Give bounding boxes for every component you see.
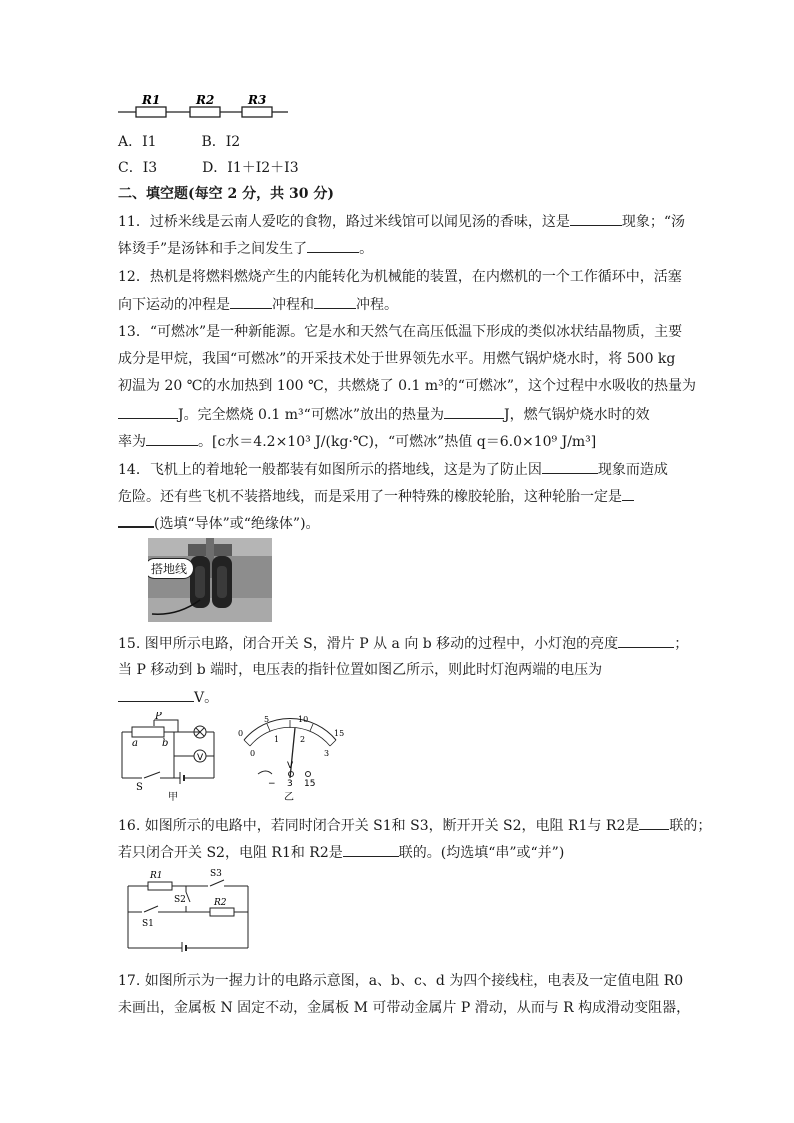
figure-yi-caption: 乙 <box>284 792 294 803</box>
terminal-a-label: a <box>132 738 138 749</box>
q11-line2: 钵烫手”是汤钵和手之间发生了 。 <box>118 238 373 259</box>
resistor-series-figure <box>118 92 288 122</box>
meter-outer-tick-5: 5 <box>264 715 270 724</box>
q13-line5: 率为 。[c水＝4.2×10³ J/(kg·℃)，“可燃冰”热值 q＝6.0×10⁹ J/m³] <box>118 431 596 452</box>
q14-line1: 14．飞机上的着地轮一般都装有如图所示的搭地线，这是为了防止因 现象而造成 <box>118 459 668 480</box>
q13-blank-1[interactable] <box>118 404 178 419</box>
landing-gear-photo <box>148 538 272 622</box>
q13-blank-2[interactable] <box>444 404 504 419</box>
q14-blank-2a[interactable] <box>622 486 634 501</box>
q15-line2: 当 P 移动到 b 端时，电压表的指针位置如图乙所示，则此时灯泡两端的电压为 <box>118 662 603 678</box>
q16-blank-2[interactable] <box>343 842 399 857</box>
q17-line2: 未画出，金属板 N 固定不动，金属板 M 可带动金属片 P 滑动，从而与 R 构成滑动变阻器， <box>118 1000 691 1016</box>
photo-callout-label: 搭地线 <box>148 558 194 579</box>
switch-s-label: S <box>136 782 143 793</box>
q13-line4: J。完全燃烧 0.1 m³“可燃冰”放出的热量为 J，燃气锅炉烧水时的效 <box>118 404 650 425</box>
option-d: D．I1＋I2＋I3 <box>202 160 299 176</box>
meter-terminal-3: 3 <box>287 779 293 789</box>
meter-inner-tick-3: 3 <box>324 749 330 758</box>
q12-line1: 12．热机是将燃料燃烧产生的内能转化为机械能的装置，在内燃机的一个工作循环中，活塞 <box>118 269 682 285</box>
q13-line3: 初温为 20 ℃的水加热到 100 ℃，共燃烧了 0.1 m³的“可燃冰”，这个过程中水吸收的热量为 <box>118 378 697 394</box>
s3-label: S3 <box>210 869 222 879</box>
q12-blank-1[interactable] <box>230 294 272 309</box>
q10-options-row1 <box>118 132 240 152</box>
meter-inner-tick-1: 1 <box>274 735 280 744</box>
q12-line2: 向下运动的冲程是 冲程和 冲程。 <box>118 294 398 315</box>
option-a: A．I1 <box>118 134 157 150</box>
section-title: 二、填空题(每空 2 分，共 30 分) <box>118 186 334 202</box>
q11-line1: 11．过桥米线是云南人爱吃的食物，路过米线馆可以闻见汤的香味，这是 现象；“汤 <box>118 211 685 232</box>
resistor-label-r2: R2 <box>196 93 215 107</box>
q13-line1: 13．“可燃冰”是一种新能源。它是水和天然气在高压低温下形成的类似冰状结晶物质，主要 <box>118 324 683 340</box>
option-b: B．I2 <box>201 134 241 150</box>
voltmeter-v-label: V <box>197 753 204 763</box>
s1-label: S1 <box>142 919 154 929</box>
meter-outer-tick-10: 10 <box>298 715 309 724</box>
meter-inner-tick-2: 2 <box>300 735 306 744</box>
figure-jia-caption: 甲 <box>168 792 178 803</box>
q15-blank-2[interactable] <box>118 687 194 702</box>
meter-inner-tick-0: 0 <box>250 749 256 758</box>
meter-terminal-minus: − <box>268 779 276 789</box>
q15-line1: 15. 图甲所示电路，闭合开关 S，滑片 P 从 a 向 b 移动的过程中，小灯泡的亮度 ； <box>118 633 688 654</box>
q10-options-row2 <box>118 158 299 178</box>
q17-line1: 17. 如图所示为一握力计的电路示意图，a、b、c、d 为四个接线柱，电表及一定值电阻 R0 <box>118 973 684 989</box>
option-c: C．I3 <box>118 160 158 176</box>
q11-blank-1[interactable] <box>570 211 622 226</box>
meter-unit: V <box>287 761 294 771</box>
circuit-jia <box>118 712 218 804</box>
meter-outer-tick-15: 15 <box>334 729 345 738</box>
terminal-b-label: b <box>162 738 169 749</box>
q16-blank-1[interactable] <box>639 815 669 830</box>
q15-blank-1[interactable] <box>618 633 674 648</box>
q14-line3: (选填“导体”或“绝缘体”)。 <box>118 512 320 534</box>
voltmeter-yi <box>232 712 350 804</box>
q14-line2: 危险。还有些飞机不装搭地线，而是采用了一种特殊的橡胶轮胎，这种轮胎一定是 <box>118 486 634 507</box>
q14-blank-1[interactable] <box>542 459 598 474</box>
r2-label: R2 <box>214 898 227 908</box>
slider-p-label: P <box>155 712 162 722</box>
circuit-q16 <box>124 866 254 952</box>
q16-line2: 若只闭合开关 S2，电阻 R1和 R2是 联的。(均选填“串”或“并”) <box>118 842 564 863</box>
q12-blank-2[interactable] <box>314 294 356 309</box>
q13-blank-3[interactable] <box>146 431 198 446</box>
resistor-label-r3: R3 <box>248 93 267 107</box>
r1-label: R1 <box>150 871 163 881</box>
q14-blank-2b[interactable] <box>118 512 154 528</box>
q15-line3: V。 <box>118 687 218 708</box>
meter-outer-tick-0: 0 <box>238 729 244 738</box>
meter-terminal-15: 15 <box>304 779 316 789</box>
resistor-label-r1: R1 <box>142 93 161 107</box>
s2-label: S2 <box>174 895 186 905</box>
q13-line2: 成分是甲烷，我国“可燃冰”的开采技术处于世界领先水平。用燃气锅炉烧水时，将 500 kg <box>118 351 676 367</box>
q11-blank-2[interactable] <box>307 238 359 253</box>
q16-line1: 16. 如图所示的电路中，若同时闭合开关 S1和 S3，断开开关 S2，电阻 R1与 R2是 联的； <box>118 815 711 836</box>
